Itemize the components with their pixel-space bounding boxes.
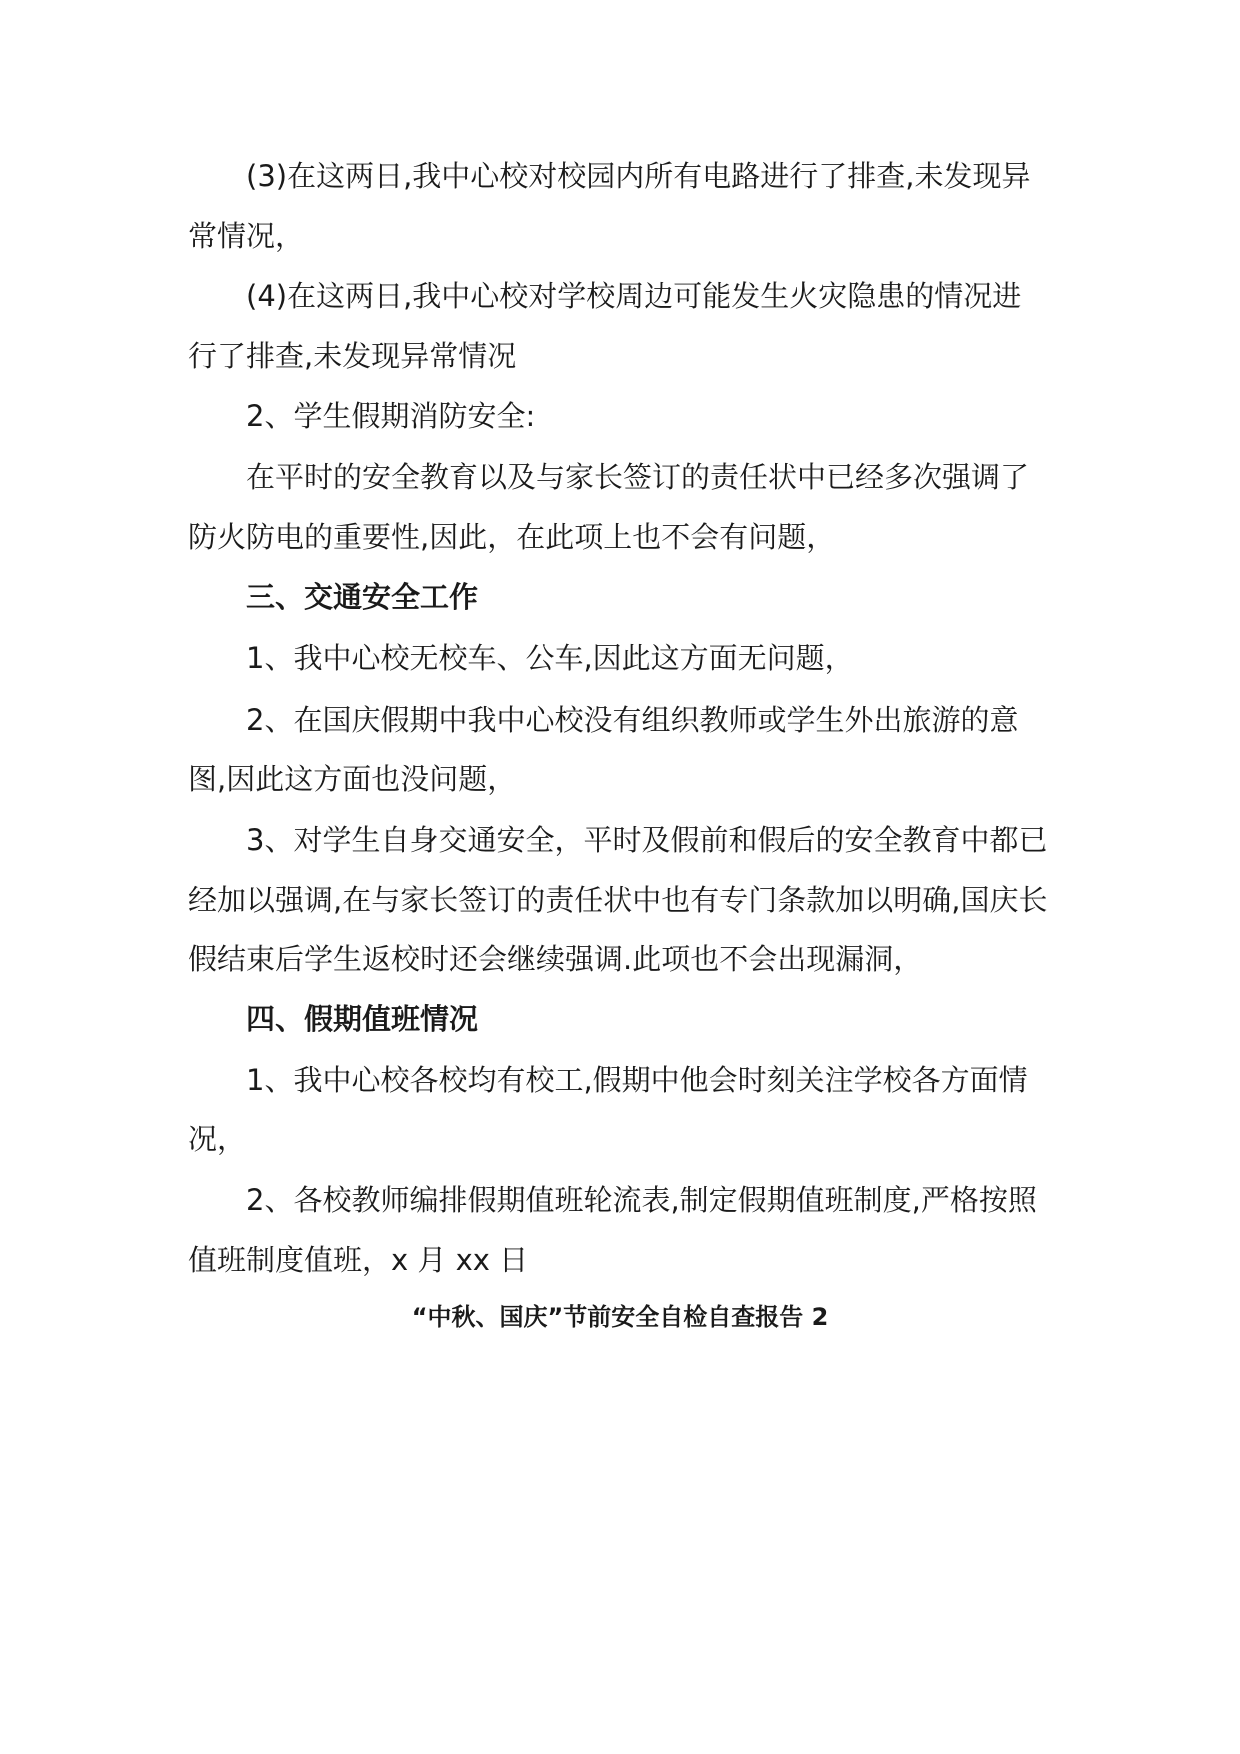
paragraph-line: 行了排查,未发现异常情况 [188,339,517,373]
paragraph-line: (4)在这两日,我中心校对学校周边可能发生火灾隐患的情况进 [246,279,1022,313]
next-report-title: “中秋、国庆”节前安全自检自查报告 2 [411,1303,829,1331]
paragraph-line: 2、学生假期消防安全: [246,399,536,433]
paragraph-line: 值班制度值班，x 月 xx 日 [188,1243,529,1277]
paragraph-line: 在平时的安全教育以及与家长签订的责任状中已经多次强调了 [246,460,1030,494]
section-heading: 三、交通安全工作 [246,580,479,614]
section-heading: 四、假期值班情况 [246,1002,479,1036]
paragraph-line: 2、在国庆假期中我中心校没有组织教师或学生外出旅游的意 [246,703,1019,737]
paragraph-line: 常情况， [188,219,305,253]
paragraph-line: 3、对学生自身交通安全，平时及假前和假后的安全教育中都已 [246,823,1048,857]
paragraph-line: 图,因此这方面也没问题， [188,762,517,796]
paragraph-line: 经加以强调,在与家长签订的责任状中也有专门条款加以明确,国庆长 [188,883,1048,917]
paragraph-line: 2、各校教师编排假期值班轮流表,制定假期值班制度,严格按照 [246,1183,1037,1217]
paragraph-line: 况， [188,1122,247,1156]
paragraph-line: (3)在这两日,我中心校对校园内所有电路进行了排查,未发现异 [246,159,1031,193]
paragraph-line: 1、我中心校无校车、公车,因此这方面无问题， [246,641,854,675]
paragraph-line: 1、我中心校各校均有校工,假期中他会时刻关注学校各方面情 [246,1063,1028,1097]
paragraph-line: 防火防电的重要性,因此，在此项上也不会有问题， [188,520,836,554]
paragraph-line: 假结束后学生返校时还会继续强调.此项也不会出现漏洞， [188,942,923,976]
